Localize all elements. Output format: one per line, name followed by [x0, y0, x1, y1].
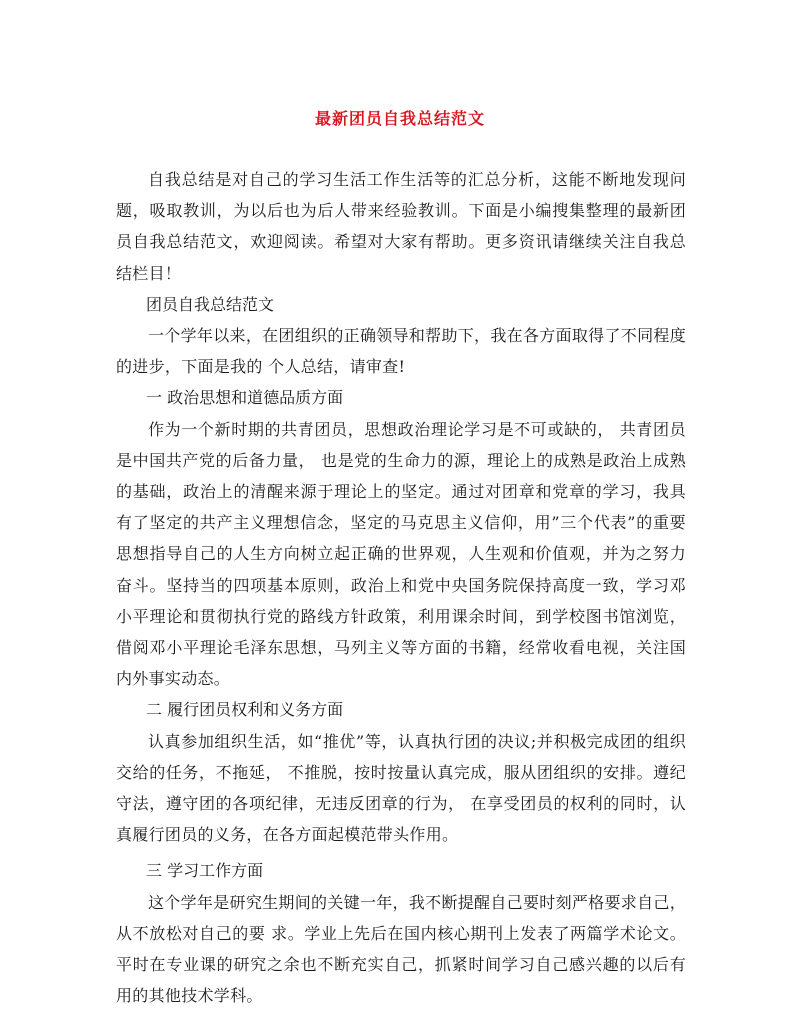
study-paragraph: 这个学年是研究生期间的关键一年，我不断提醒自己要时刻严格要求自己，从不放松对自己的要 求。学业上先后在国内核心期刊上发表了两篇学术论文。平时在专业课的研究之余也不断充实自己，抓紧时间学习自己感兴趣的以后有用的其他技术学科。 [116, 892, 686, 1006]
page-title: 最新团员自我总结范文 [314, 109, 485, 128]
document-body [116, 164, 686, 1011]
section-heading-political: 一 政治思想和道德品质方面 [146, 388, 344, 408]
section-heading-rights: 二 履行团员权利和义务方面 [146, 700, 344, 720]
rights-paragraph: 认真参加组织生活，如“推优”等，认真执行团的决议;并积极完成团的组织交给的任务，不拖延， 不推脱，按时按量认真完成，服从团组织的安排。遵纪守法，遵守团的各项纪律，无违反团章的行为， 在享受团员的权利的同时，认真履行团员的义务，在各方面起模范带头作用。 [116, 731, 686, 845]
section-heading-study: 三 学习工作方面 [146, 861, 264, 881]
political-paragraph: 作为一个新时期的共青团员，思想政治理论学习是不可或缺的， 共青团员是中国共产党的后备力量， 也是党的生命力的源，理论上的成熟是政治上成熟的基础，政治上的清醒来源于理论上的坚定。通过对团章和党章的学习，我具有了坚定的共产主义理想信念，坚定的马克思主义信仰，用”三个代表”的重要思想指导自己的人生方向树立起正确的世界观，人生观和价值观，并为之努力奋斗。坚持当的四项基本原则，政治上和党中央国务院保持高度一致，学习邓小平理论和贯彻执行党的路线方针政策，利用课余时间，到学校图书馆浏览，借阅邓小平理论毛泽东思想，马列主义等方面的书籍，经常收看电视，关注国内外事实动态。 [116, 419, 686, 689]
intro-paragraph: 自我总结是对自己的学习生活工作生活等的汇总分析，这能不断地发现问题，吸取教训，为以后也为后人带来经验教训。下面是小编搜集整理的最新团员自我总结范文，欢迎阅读。希望对大家有帮助。更多资讯请继续关注自我总结栏目！ [116, 170, 686, 283]
opening-paragraph: 一个学年以来，在团组织的正确领导和帮助下，我在各方面取得了不同程度的进步，下面是我的 个人总结，请审查! [116, 326, 686, 377]
section-subtitle: 团员自我总结范文 [146, 294, 275, 314]
